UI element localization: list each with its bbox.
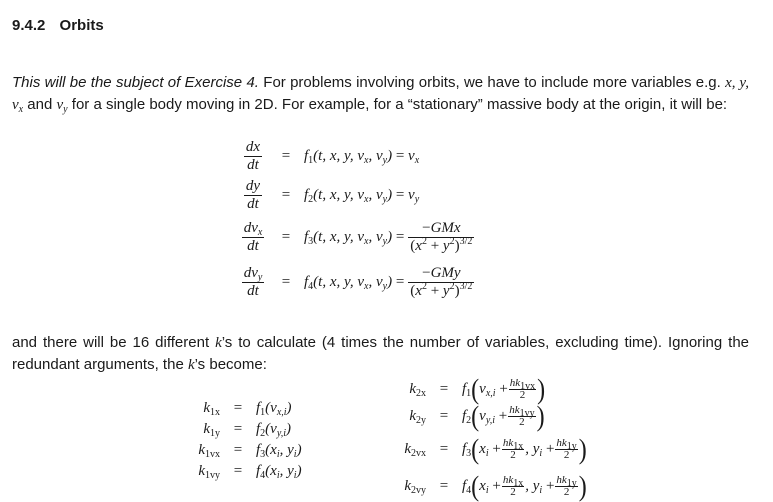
italic-lead: This will be the subject of Exercise 4. <box>12 74 259 91</box>
k2x-row: $k_{2x}$ = $f_1$ ( $v_{x,i}$ + $\frac{hk_{1vx}}{2}$ ) <box>409 373 546 406</box>
section-title: Orbits <box>59 17 104 34</box>
section-number: 9.4.2 <box>12 17 46 34</box>
k2vx-row: $k_{2vx}$ = $f_3$ ( $x_i$ + $\frac{hk_{1x}}{2}$ , $y_i$ + $\frac{hk_{1y}}{2}$ ) <box>404 433 587 466</box>
equation-dvx: $\frac{dv_x}{dt}$ = $f_3(t$, x, y, $v_x$, $v_y$) = $\frac{\text{−GMx}}{(x^2 + y^2)^{3/2}}$ <box>243 220 473 254</box>
k1vx-row: $k_{1vx}$ = $f_3(x_i$, $y_i$) <box>198 442 302 460</box>
equation-dvy: $\frac{dv_y}{dt}$ = $f_4(t$, x, y, $v_x$, $v_y$) = $\frac{\text{−GMy}}{(x^2 + y^2)^{3/2}}$ <box>243 265 473 299</box>
equation-dy: $\frac{dy}{dt}$ = $f_2(t$, x, y, $v_x$, $v_y) = v_y$ <box>245 178 420 212</box>
inline-vars: x, y, $v_x$ <box>12 75 749 115</box>
k1vy-row: $k_{1vy}$ = $f_4(x_i$, $y_i$) <box>198 463 302 481</box>
intro-paragraph: This will be the subject of Exercise 4. For problems involving orbits, we have to include more variables e.g. x, y, $v_x$ and $v_y$ for a single body moving in 2D. For example, for a “stationary” massive body at the origin, it will be: <box>12 74 749 115</box>
k1x-row: $k_{1x}$ = $f_1(v_{x,i})$ <box>203 400 292 418</box>
k-paragraph: and there will be 16 different k’s to calculate (4 times the number of variables, excluding time). Ignoring the redundant arguments, the k’s become: <box>12 334 749 373</box>
equation-dx: $\frac{dx}{dt}$ = $f_1(t$, x, y, $v_x$, $v_y) = v_x$ <box>245 139 420 173</box>
k1y-row: $k_{1y}$ = $f_2(v_{y,i})$ <box>203 421 291 439</box>
k2y-row: $k_{2y}$ = $f_2$ ( $v_{y,i}$ + $\frac{hk_{1vy}}{2}$ ) <box>409 400 545 433</box>
k2vy-row: $k_{2vy}$ = $f_4$ ( $x_i$ + $\frac{hk_{1x}}{2}$ , $y_i$ + $\frac{hk_{1y}}{2}$ ) <box>404 470 587 502</box>
section-heading <box>12 17 104 34</box>
